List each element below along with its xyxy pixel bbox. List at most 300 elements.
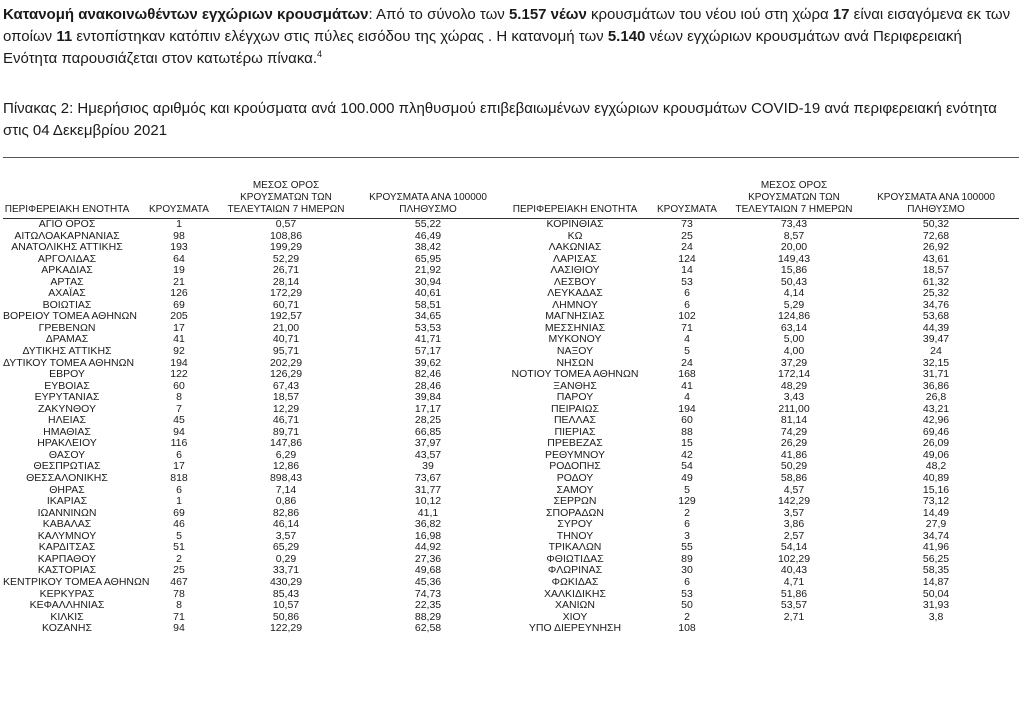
region-cell: ΚΕΝΤΡΙΚΟΥ ΤΟΜΕΑ ΑΘΗΝΩΝ <box>3 575 150 588</box>
avg7-cell: 33,71 <box>272 564 300 577</box>
per100k-cell: 82,46 <box>414 368 442 381</box>
region-cell: ΞΑΝΘΗΣ <box>553 379 597 392</box>
per100k-cell: 41,71 <box>414 333 442 346</box>
avg7-cell: 124,86 <box>777 310 811 323</box>
per100k-cell: 61,32 <box>922 275 950 288</box>
avg7-cell: 108,86 <box>269 229 303 242</box>
per100k-cell: 46,49 <box>414 229 442 242</box>
cases-cell: 2 <box>684 610 690 623</box>
cases-cell: 5 <box>684 483 690 496</box>
cases-cell: 6 <box>684 575 690 588</box>
cases-cell: 8 <box>176 391 182 404</box>
cases-cell: 122 <box>170 368 188 381</box>
cases-cell: 73 <box>681 218 693 230</box>
region-cell: ΑΡΓΟΛΙΔΑΣ <box>37 252 97 265</box>
avg7-cell: 54,14 <box>780 541 808 554</box>
avg7-cell: 15,86 <box>780 264 808 277</box>
col-header-per100k: ΚΡΟΥΣΜΑΤΑ ΑΝΑ 100000 ΠΛΗΘΥΣΜΟ <box>345 178 511 219</box>
intro-text-1: : Από το σύνολο των <box>368 6 509 23</box>
per100k-cell: 28,25 <box>414 414 442 427</box>
intro-title: Κατανομή ανακοινωθέντων εγχώριων κρουσμάτων <box>3 6 369 23</box>
intro-border-checks: 11 <box>56 28 73 45</box>
region-cell: ΡΟΔΟΠΗΣ <box>549 460 601 473</box>
avg7-cell: 53,57 <box>780 599 808 612</box>
table-row <box>3 461 1019 473</box>
region-cell: ΚΟΡΙΝΘΙΑΣ <box>546 218 604 230</box>
cases-cell: 24 <box>681 241 693 254</box>
per100k-cell: 41,96 <box>922 541 950 554</box>
cases-cell: 1 <box>176 495 182 508</box>
region-cell: ΦΘΙΩΤΙΔΑΣ <box>546 552 604 565</box>
cases-cell: 7 <box>176 402 182 415</box>
region-cell: ΙΚΑΡΙΑΣ <box>46 495 88 508</box>
region-cell: ΕΥΡΥΤΑΝΙΑΣ <box>34 391 100 404</box>
avg7-cell <box>735 623 853 635</box>
per100k-cell: 34,76 <box>922 298 950 311</box>
per100k-cell: 34,74 <box>922 529 950 542</box>
region-cell: ΣΥΡΟΥ <box>557 518 593 531</box>
avg7-cell: 40,71 <box>272 333 300 346</box>
region-cell: ΑΧΑΪΑΣ <box>48 287 86 300</box>
region-cell: ΑΝΑΤΟΛΙΚΗΣ ΑΤΤΙΚΗΣ <box>11 241 123 254</box>
region-cell: ΚΙΛΚΙΣ <box>50 610 84 623</box>
avg7-cell: 48,29 <box>780 379 808 392</box>
table-row <box>3 300 1019 312</box>
avg7-cell: 10,57 <box>272 599 300 612</box>
avg7-cell: 51,86 <box>780 587 808 600</box>
region-cell: ΜΥΚΟΝΟΥ <box>548 333 602 346</box>
per100k-cell <box>853 623 1019 635</box>
avg7-cell: 0,86 <box>275 495 297 508</box>
cases-cell: 5 <box>684 345 690 358</box>
per100k-cell: 14,49 <box>922 506 950 519</box>
avg7-cell: 12,86 <box>272 460 300 473</box>
cases-cell: 129 <box>678 495 696 508</box>
per100k-cell: 25,32 <box>922 287 950 300</box>
region-cell: ΚΕΡΚΥΡΑΣ <box>39 587 95 600</box>
avg7-cell: 65,29 <box>272 541 300 554</box>
avg7-cell: 3,43 <box>783 391 805 404</box>
cases-cell: 17 <box>173 321 185 334</box>
avg7-cell: 5,29 <box>783 298 805 311</box>
per100k-cell: 73,12 <box>922 495 950 508</box>
region-cell: ΛΕΥΚΑΔΑΣ <box>547 287 603 300</box>
table-row <box>3 496 1019 508</box>
avg7-cell: 63,14 <box>780 321 808 334</box>
cases-cell: 69 <box>173 506 185 519</box>
cases-cell: 98 <box>173 229 185 242</box>
cases-cell: 54 <box>681 460 693 473</box>
avg7-cell: 46,71 <box>272 414 300 427</box>
cases-cell: 41 <box>681 379 693 392</box>
per100k-cell: 44,92 <box>414 541 442 554</box>
per100k-cell: 42,96 <box>922 414 950 427</box>
avg7-cell: 40,43 <box>780 564 808 577</box>
cases-cell: 5 <box>176 529 182 542</box>
region-cell: ΙΩΑΝΝΙΝΩΝ <box>37 506 97 519</box>
avg7-cell: 6,29 <box>275 448 297 461</box>
col-header-avg7: ΜΕΣΟΣ ΟΡΟΣ ΚΡΟΥΣΜΑΤΩΝ ΤΩΝ ΤΕΛΕΥΤΑΙΩΝ 7 ΗΜΕΡΩΝ <box>227 178 345 219</box>
cases-cell: 21 <box>173 275 185 288</box>
col-header-cases: ΚΡΟΥΣΜΑΤΑ <box>639 178 735 219</box>
region-cell: ΡΕΘΥΜΝΟΥ <box>544 448 605 461</box>
region-cell: ΘΗΡΑΣ <box>49 483 85 496</box>
cases-cell: 25 <box>681 229 693 242</box>
avg7-cell: 430,29 <box>269 575 303 588</box>
cases-cell: 51 <box>173 541 185 554</box>
table-row <box>3 508 1019 520</box>
cases-cell: 6 <box>684 518 690 531</box>
region-cell: ΣΕΡΡΩΝ <box>553 495 597 508</box>
table-row <box>3 369 1019 381</box>
region-cell: ΕΒΡΟΥ <box>49 368 85 381</box>
region-cell: ΜΑΓΝΗΣΙΑΣ <box>545 310 605 323</box>
per100k-cell: 57,17 <box>414 345 442 358</box>
cases-cell: 3 <box>684 529 690 542</box>
avg7-cell: 4,71 <box>783 575 805 588</box>
per100k-cell: 16,98 <box>414 529 442 542</box>
avg7-cell: 50,86 <box>272 610 300 623</box>
region-cell: ΕΥΒΟΙΑΣ <box>44 379 90 392</box>
region-cell: ΚΑΛΥΜΝΟΥ <box>37 529 97 542</box>
table-row <box>3 404 1019 416</box>
per100k-cell: 53,68 <box>922 310 950 323</box>
table-row <box>3 381 1019 393</box>
cases-cell: 102 <box>678 310 696 323</box>
cases-cell: 818 <box>170 472 188 485</box>
region-cell: ΦΛΩΡΙΝΑΣ <box>547 564 603 577</box>
table-row <box>3 623 1019 635</box>
table-row <box>3 577 1019 589</box>
table-row <box>3 485 1019 497</box>
per100k-cell: 31,93 <box>922 599 950 612</box>
per100k-cell: 40,89 <box>922 472 950 485</box>
per100k-cell: 37,97 <box>414 437 442 450</box>
avg7-cell: 50,43 <box>780 275 808 288</box>
per100k-cell: 27,36 <box>414 552 442 565</box>
region-cell: ΦΩΚΙΔΑΣ <box>551 575 599 588</box>
cases-cell: 194 <box>678 402 696 415</box>
cases-cell: 25 <box>173 564 185 577</box>
region-cell: ΤΡΙΚΑΛΩΝ <box>548 541 602 554</box>
avg7-cell: 126,29 <box>269 368 303 381</box>
cases-cell: 168 <box>678 368 696 381</box>
per100k-cell: 88,29 <box>414 610 442 623</box>
region-cell: ΠΑΡΟΥ <box>556 391 594 404</box>
avg7-cell: 4,57 <box>783 483 805 496</box>
table-row <box>3 358 1019 370</box>
table-row <box>3 589 1019 601</box>
region-cell: ΠΡΕΒΕΖΑΣ <box>547 437 603 450</box>
per100k-cell: 31,71 <box>922 368 950 381</box>
divider <box>3 157 1019 158</box>
cases-cell: 15 <box>681 437 693 450</box>
avg7-cell: 3,57 <box>275 529 297 542</box>
avg7-cell: 122,29 <box>269 622 303 635</box>
per100k-cell: 48,2 <box>925 460 947 473</box>
region-cell: ΚΑΣΤΟΡΙΑΣ <box>37 564 97 577</box>
per100k-cell: 39,47 <box>922 333 950 346</box>
avg7-cell: 142,29 <box>777 495 811 508</box>
region-cell: ΣΠΟΡΑΔΩΝ <box>546 506 604 519</box>
avg7-cell: 2,57 <box>783 529 805 542</box>
region-cell: ΥΠΟ ΔΙΕΡΕΥΝΗΣΗ <box>528 622 622 635</box>
region-cell: ΚΕΦΑΛΛΗΝΙΑΣ <box>29 599 105 612</box>
avg7-cell: 4,00 <box>783 345 805 358</box>
per100k-cell: 27,9 <box>925 518 947 531</box>
cases-cell: 42 <box>681 448 693 461</box>
table-row <box>3 334 1019 346</box>
avg7-cell: 20,00 <box>780 241 808 254</box>
cases-cell: 6 <box>176 448 182 461</box>
cases-cell: 53 <box>681 587 693 600</box>
per100k-cell: 65,95 <box>414 252 442 265</box>
cases-cell: 69 <box>173 298 185 311</box>
region-cell: ΔΥΤΙΚΟΥ ΤΟΜΕΑ ΑΘΗΝΩΝ <box>3 356 135 369</box>
table-row <box>3 531 1019 543</box>
region-cell: ΠΕΛΛΑΣ <box>553 414 597 427</box>
per100k-cell: 32,15 <box>922 356 950 369</box>
cases-cell: 24 <box>681 356 693 369</box>
intro-domestic: 5.140 <box>607 28 646 45</box>
per100k-cell: 26,8 <box>925 391 947 404</box>
table-row <box>3 392 1019 404</box>
cases-cell: 46 <box>173 518 185 531</box>
avg7-cell: 82,86 <box>272 506 300 519</box>
cases-cell: 19 <box>173 264 185 277</box>
cases-cell: 124 <box>678 252 696 265</box>
table-row <box>3 231 1019 243</box>
avg7-cell: 50,29 <box>780 460 808 473</box>
avg7-cell: 202,29 <box>269 356 303 369</box>
cases-cell: 194 <box>170 356 188 369</box>
region-cell: ΔΡΑΜΑΣ <box>45 333 89 346</box>
cases-cell: 6 <box>176 483 182 496</box>
col-header-avg7: ΜΕΣΟΣ ΟΡΟΣ ΚΡΟΥΣΜΑΤΩΝ ΤΩΝ ΤΕΛΕΥΤΑΙΩΝ 7 ΗΜΕΡΩΝ <box>735 178 853 219</box>
table-row <box>3 519 1019 531</box>
per100k-cell: 18,57 <box>922 264 950 277</box>
region-cell: ΛΑΚΩΝΙΑΣ <box>548 241 602 254</box>
cases-cell: 126 <box>170 287 188 300</box>
cases-cell: 92 <box>173 345 185 358</box>
table-row <box>3 612 1019 624</box>
table-row <box>3 346 1019 358</box>
table-row <box>3 542 1019 554</box>
cases-cell: 6 <box>684 298 690 311</box>
avg7-cell: 41,86 <box>780 448 808 461</box>
region-cell: ΘΕΣΣΑΛΟΝΙΚΗΣ <box>26 472 108 485</box>
avg7-cell: 2,71 <box>783 610 805 623</box>
avg7-cell: 60,71 <box>272 298 300 311</box>
per100k-cell: 62,58 <box>414 622 442 635</box>
per100k-cell: 17,17 <box>414 402 442 415</box>
region-cell: ΑΡΚΑΔΙΑΣ <box>41 264 93 277</box>
table-row <box>3 473 1019 485</box>
per100k-cell: 44,39 <box>922 321 950 334</box>
avg7-cell: 67,43 <box>272 379 300 392</box>
cases-cell: 94 <box>173 425 185 438</box>
table-row <box>3 415 1019 427</box>
cases-cell: 41 <box>173 333 185 346</box>
per100k-cell: 50,04 <box>922 587 950 600</box>
region-cell: ΠΕΙΡΑΙΩΣ <box>551 402 599 415</box>
table-row <box>3 438 1019 450</box>
table-caption: Πίνακας 2: Ημερήσιος αριθμός και κρούσματα ανά 100.000 πληθυσμού επιβεβαιωμένων εγχώριων κρουσμάτων COVID-19 ανά περιφερειακή ενότητα στις 04 Δεκεμβρίου 2021 <box>3 100 997 139</box>
footnote-marker: 4 <box>317 49 323 59</box>
per100k-cell: 22,35 <box>414 599 442 612</box>
table-header-row <box>3 178 1019 219</box>
region-cell: ΧΑΛΚΙΔΙΚΗΣ <box>544 587 606 600</box>
table-row <box>3 323 1019 335</box>
cases-cell: 50 <box>681 599 693 612</box>
cases-cell: 45 <box>173 414 185 427</box>
table-row <box>3 288 1019 300</box>
region-cell: ΚΑΡΔΙΤΣΑΣ <box>38 541 96 554</box>
cases-cell: 8 <box>176 599 182 612</box>
region-cell: ΖΑΚΥΝΘΟΥ <box>37 402 96 415</box>
per100k-cell: 28,46 <box>414 379 442 392</box>
region-cell: ΝΗΣΩΝ <box>556 356 594 369</box>
per100k-cell: 24 <box>930 345 942 358</box>
per100k-cell: 41,1 <box>417 506 439 519</box>
avg7-cell: 26,29 <box>780 437 808 450</box>
intro-paragraph <box>3 4 1019 70</box>
cases-cell: 116 <box>170 437 188 450</box>
avg7-cell: 28,14 <box>272 275 300 288</box>
intro-imported: 17 <box>832 6 850 23</box>
cases-cell: 71 <box>173 610 185 623</box>
avg7-cell: 74,29 <box>780 425 808 438</box>
region-cell: ΘΑΣΟΥ <box>48 448 86 461</box>
region-cell: ΓΡΕΒΕΝΩΝ <box>38 321 96 334</box>
avg7-cell: 95,71 <box>272 345 300 358</box>
region-cell: ΚΑΒΑΛΑΣ <box>42 518 92 531</box>
per100k-cell: 34,65 <box>414 310 442 323</box>
cases-cell: 1 <box>176 218 182 230</box>
region-cell: ΚΟΖΑΝΗΣ <box>42 622 92 635</box>
cases-cell: 60 <box>681 414 693 427</box>
per100k-cell: 43,21 <box>922 402 950 415</box>
avg7-cell: 0,29 <box>275 552 297 565</box>
cases-cell: 6 <box>684 287 690 300</box>
per100k-cell: 50,32 <box>922 218 950 230</box>
per100k-cell: 14,87 <box>922 575 950 588</box>
avg7-cell: 102,29 <box>777 552 811 565</box>
avg7-cell: 7,14 <box>275 483 297 496</box>
region-cell: ΚΩ <box>567 229 583 242</box>
region-cell: ΑΓΙΟ ΟΡΟΣ <box>38 218 96 230</box>
per100k-cell: 43,57 <box>414 448 442 461</box>
region-cell: ΘΕΣΠΡΩΤΙΑΣ <box>33 460 101 473</box>
region-cell: ΗΛΕΙΑΣ <box>47 414 86 427</box>
table-row <box>3 450 1019 462</box>
per100k-cell: 15,16 <box>922 483 950 496</box>
table-row <box>3 219 1019 231</box>
cases-cell: 64 <box>173 252 185 265</box>
region-cell: ΧΑΝΙΩΝ <box>555 599 595 612</box>
per100k-cell: 39 <box>422 460 434 473</box>
region-cell: ΡΟΔΟΥ <box>556 472 594 485</box>
region-cell: ΤΗΝΟΥ <box>556 529 594 542</box>
per100k-cell: 31,77 <box>414 483 442 496</box>
avg7-cell: 21,00 <box>272 321 300 334</box>
per100k-cell: 53,53 <box>414 321 442 334</box>
intro-text-3: είναι εισαγόμενα εκ των οποίων <box>3 6 1011 45</box>
cases-cell: 55 <box>681 541 693 554</box>
avg7-cell: 898,43 <box>269 472 303 485</box>
per100k-cell: 26,92 <box>922 241 950 254</box>
per100k-cell: 49,68 <box>414 564 442 577</box>
per100k-cell: 69,46 <box>922 425 950 438</box>
per100k-cell: 58,51 <box>414 298 442 311</box>
region-cell: ΛΑΡΙΣΑΣ <box>553 252 597 265</box>
region-cell: ΠΙΕΡΙΑΣ <box>554 425 596 438</box>
table-row <box>3 600 1019 612</box>
region-cell: ΝΟΤΙΟΥ ΤΟΜΕΑ ΑΘΗΝΩΝ <box>511 368 639 381</box>
region-cell: ΚΑΡΠΑΘΟΥ <box>37 552 97 565</box>
per100k-cell: 43,61 <box>922 252 950 265</box>
avg7-cell: 5,00 <box>783 333 805 346</box>
region-cell: ΣΑΜΟΥ <box>556 483 594 496</box>
table-row <box>3 427 1019 439</box>
avg7-cell: 37,29 <box>780 356 808 369</box>
cases-cell: 88 <box>681 425 693 438</box>
region-cell: ΒΟΡΕΙΟΥ ΤΟΜΕΑ ΑΘΗΝΩΝ <box>3 310 137 323</box>
region-cell: ΝΑΞΟΥ <box>556 345 594 358</box>
per100k-cell: 40,61 <box>414 287 442 300</box>
cases-cell: 2 <box>176 552 182 565</box>
per100k-cell: 66,85 <box>414 425 442 438</box>
cases-cell: 17 <box>173 460 185 473</box>
cases-cell: 193 <box>170 241 188 254</box>
per100k-cell: 72,68 <box>922 229 950 242</box>
cases-cell: 4 <box>684 333 690 346</box>
per100k-cell: 45,36 <box>414 575 442 588</box>
col-header-per100k: ΚΡΟΥΣΜΑΤΑ ΑΝΑ 100000 ΠΛΗΘΥΣΜΟ <box>853 178 1019 219</box>
per100k-cell: 36,86 <box>922 379 950 392</box>
per100k-cell: 39,84 <box>414 391 442 404</box>
avg7-cell: 172,14 <box>777 368 811 381</box>
cases-cell: 4 <box>684 391 690 404</box>
per100k-cell: 38,42 <box>414 241 442 254</box>
per100k-cell: 55,22 <box>414 218 442 230</box>
region-cell: ΜΕΣΣΗΝΙΑΣ <box>544 321 606 334</box>
region-cell: ΑΙΤΩΛΟΑΚΑΡΝΑΝΙΑΣ <box>14 229 120 242</box>
per100k-cell: 49,06 <box>922 448 950 461</box>
per100k-cell: 26,09 <box>922 437 950 450</box>
col-header-cases: ΚΡΟΥΣΜΑΤΑ <box>131 178 227 219</box>
table-row <box>3 311 1019 323</box>
table-row <box>3 565 1019 577</box>
cases-cell: 108 <box>678 622 696 635</box>
intro-text-2: κρουσμάτων του νέου ιού στη χώρα <box>586 6 833 23</box>
avg7-cell: 73,43 <box>780 218 808 230</box>
cases-cell: 60 <box>173 379 185 392</box>
intro-text-4: εντοπίστηκαν κατόπιν ελέγχων στις πύλες εισόδου της χώρας . Η κατανομή των <box>72 28 608 45</box>
cases-table <box>3 178 1019 635</box>
avg7-cell: 199,29 <box>269 241 303 254</box>
table-row <box>3 277 1019 289</box>
avg7-cell: 3,57 <box>783 506 805 519</box>
region-cell: ΧΙΟΥ <box>562 610 588 623</box>
col-header-region: ΠΕΡΙΦΕΡΕΙΑΚΗ ΕΝΟΤΗΤΑ <box>3 178 131 219</box>
intro-text-5: νέων εγχώριων κρουσμάτων ανά Περιφερειακή Ενότητα παρουσιάζεται στον κατωτέρω πίνακα. <box>3 28 962 67</box>
region-cell: ΛΗΜΝΟΥ <box>552 298 598 311</box>
per100k-cell: 21,92 <box>414 264 442 277</box>
intro-total-new: 5.157 νέων <box>508 6 587 23</box>
per100k-cell: 36,82 <box>414 518 442 531</box>
cases-cell: 2 <box>684 506 690 519</box>
